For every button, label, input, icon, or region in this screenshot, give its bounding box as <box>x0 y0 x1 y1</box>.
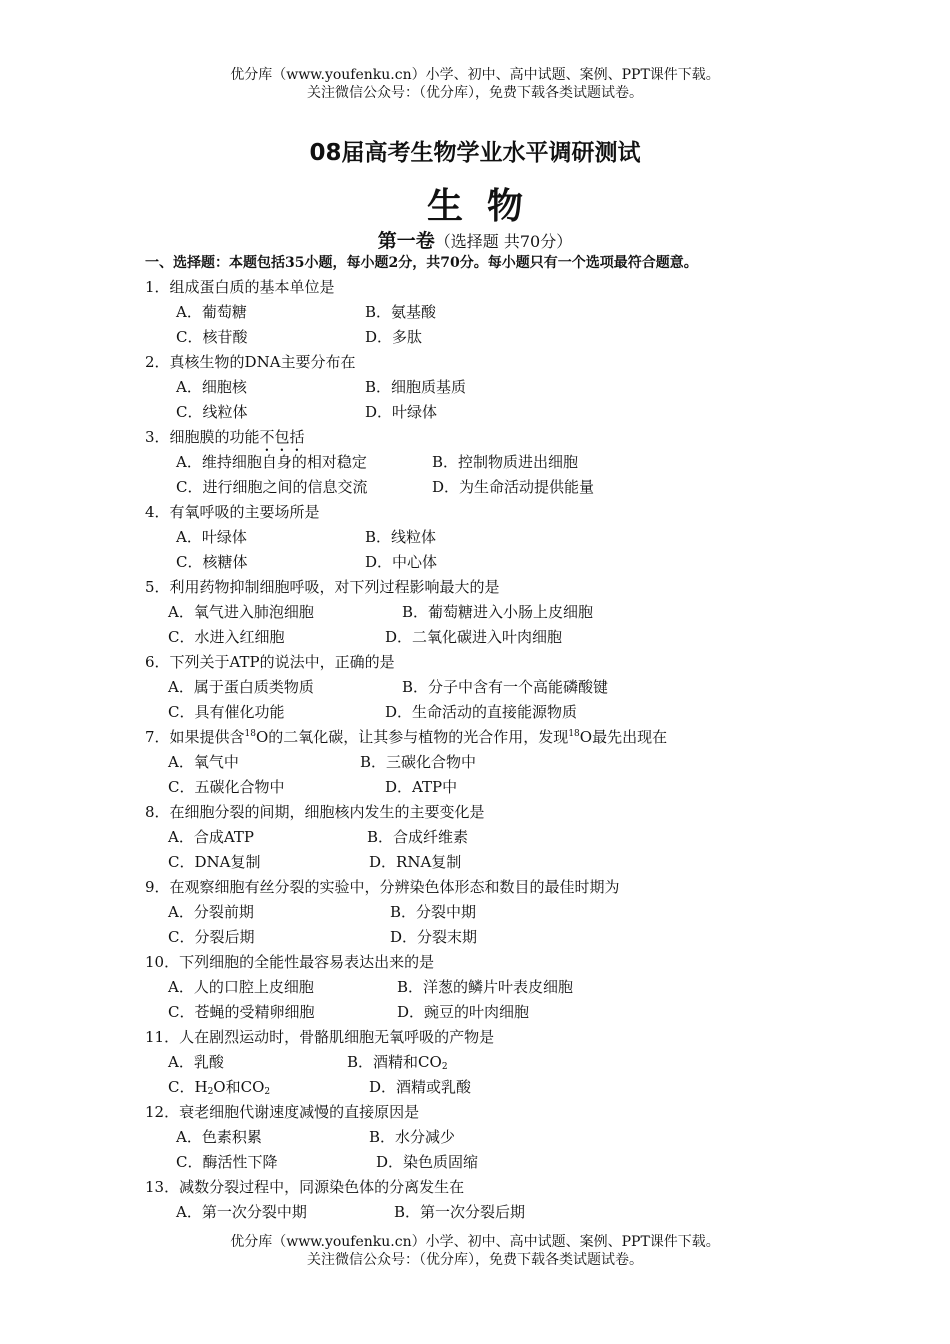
question-7-option-a: A．氧气中 <box>168 753 239 771</box>
question-7-isotope-2: 18 <box>568 729 580 739</box>
question-5-option-a: A．氧气进入肺泡细胞 <box>168 603 314 621</box>
question-7-option-b: B．三碳化合物中 <box>360 753 477 771</box>
question-4-option-a: A．叶绿体 <box>176 528 247 546</box>
question-11-option-b-text: B．酒精和CO <box>347 1053 442 1071</box>
question-1-option-a: A．葡萄糖 <box>176 303 247 321</box>
question-9-option-d: D．分裂末期 <box>390 928 478 946</box>
question-8-option-d: D．RNA复制 <box>369 853 462 871</box>
exam-subject: 生物 <box>426 186 547 227</box>
question-5-option-c: C．水进入红细胞 <box>168 628 285 646</box>
question-2-option-b: B．细胞质基质 <box>365 378 467 396</box>
question-9-option-b: B．分裂中期 <box>390 903 477 921</box>
question-11-option-c-text-2: O和CO <box>213 1078 265 1096</box>
question-9-option-a: A．分裂前期 <box>168 903 254 921</box>
section-instructions: 一、选择题：本题包括35小题，每小题2分，共70分。每小题只有一个选项最符合题意。 <box>145 255 698 271</box>
question-10-option-d: D．豌豆的叶肉细胞 <box>397 1003 530 1021</box>
question-2-option-a: A．细胞核 <box>176 378 247 396</box>
header-line-1: 优分库（www.youfenku.cn）小学、初中、高中试题、案例、PPT课件下载。 <box>230 67 720 83</box>
question-3-option-d: D．为生命活动提供能量 <box>432 478 595 496</box>
part-title: 第一卷 <box>377 230 435 252</box>
question-7-stem-part-2: O的二氧化碳，让其参与植物的光合作用，发现 <box>256 728 569 746</box>
question-10-option-a: A．人的口腔上皮细胞 <box>168 978 314 996</box>
part-heading <box>0 226 950 253</box>
question-13-option-a: A．第一次分裂中期 <box>176 1203 307 1221</box>
question-11-option-c-sub-2: 2 <box>264 1087 271 1097</box>
question-11-option-c-sub-1: 2 <box>207 1087 214 1097</box>
question-4-option-c: C．核糖体 <box>176 553 248 571</box>
question-10-option-b: B．洋葱的鳞片叶表皮细胞 <box>397 978 574 996</box>
question-4-stem: 4．有氧呼吸的主要场所是 <box>145 503 320 521</box>
question-1-stem: 1．组成蛋白质的基本单位是 <box>145 278 335 296</box>
question-3-stem-text: 3．细胞膜的功能 <box>145 428 260 446</box>
question-5-stem: 5．利用药物抑制细胞呼吸，对下列过程影响最大的是 <box>145 578 500 596</box>
question-9-option-c: C．分裂后期 <box>168 928 255 946</box>
question-6-option-c: C．具有催化功能 <box>168 703 285 721</box>
footer-line-2: 关注微信公众号：（优分库），免费下载各类试题试卷。 <box>307 1252 643 1268</box>
question-1-option-d: D．多肽 <box>365 328 423 346</box>
question-13-stem: 13．减数分裂过程中，同源染色体的分离发生在 <box>145 1178 465 1196</box>
question-9-stem: 9．在观察细胞有丝分裂的实验中，分辨染色体形态和数目的最佳时期为 <box>145 878 620 896</box>
question-11-option-c-text-1: C．H <box>168 1078 208 1096</box>
part-note: （选择题 共70分） <box>434 232 573 251</box>
question-11-option-c <box>168 1076 270 1097</box>
question-12-option-c: C．酶活性下降 <box>176 1153 278 1171</box>
question-11-option-b-sub: 2 <box>441 1062 448 1072</box>
question-3-option-b: B．控制物质进出细胞 <box>432 453 579 471</box>
question-7-stem <box>145 726 667 747</box>
question-8-option-b: B．合成纤维素 <box>367 828 469 846</box>
question-7-option-d: D．ATP中 <box>385 778 458 796</box>
exam-title: 08届高考生物学业水平调研测试 <box>309 140 641 166</box>
question-6-stem: 6．下列关于ATP的说法中，正确的是 <box>145 653 395 671</box>
question-8-option-c: C．DNA复制 <box>168 853 261 871</box>
question-5-option-b: B．葡萄糖进入小肠上皮细胞 <box>402 603 594 621</box>
question-11-stem: 11．人在剧烈运动时，骨骼肌细胞无氧呼吸的产物是 <box>145 1028 495 1046</box>
page-header <box>0 66 950 102</box>
question-11-option-b <box>347 1051 448 1072</box>
question-1-option-b: B．氨基酸 <box>365 303 437 321</box>
question-2-option-d: D．叶绿体 <box>365 403 438 421</box>
question-10-option-c: C．苍蝇的受精卵细胞 <box>168 1003 315 1021</box>
question-2-option-c: C．线粒体 <box>176 403 248 421</box>
question-12-option-d: D．染色质固缩 <box>376 1153 479 1171</box>
question-12-stem: 12．衰老细胞代谢速度减慢的直接原因是 <box>145 1103 420 1121</box>
question-1-option-c: C．核苷酸 <box>176 328 248 346</box>
page-footer <box>0 1233 950 1269</box>
question-5-option-d: D．二氧化碳进入叶肉细胞 <box>385 628 563 646</box>
question-7-stem-part-3: O最先出现在 <box>579 728 668 746</box>
question-12-option-b: B．水分减少 <box>369 1128 456 1146</box>
question-7-isotope-1: 18 <box>244 729 256 739</box>
question-3-option-c: C．进行细胞之间的信息交流 <box>176 478 368 496</box>
question-8-option-a: A．合成ATP <box>168 828 254 846</box>
question-11-option-a: A．乳酸 <box>168 1053 224 1071</box>
question-8-stem: 8．在细胞分裂的间期，细胞核内发生的主要变化是 <box>145 803 485 821</box>
question-10-stem: 10．下列细胞的全能性最容易表达出来的是 <box>145 953 435 971</box>
question-4-option-d: D．中心体 <box>365 553 438 571</box>
question-2-stem: 2．真核生物的DNA主要分布在 <box>145 353 356 371</box>
question-7-stem-part-1: 7．如果提供含 <box>145 728 245 746</box>
question-11-option-d: D．酒精或乳酸 <box>369 1078 472 1096</box>
header-line-2: 关注微信公众号：（优分库），免费下载各类试题试卷。 <box>307 85 643 101</box>
question-3-option-a: A．维持细胞自身的相对稳定 <box>176 453 367 471</box>
footer-line-1: 优分库（www.youfenku.cn）小学、初中、高中试题、案例、PPT课件下载。 <box>230 1234 720 1250</box>
question-13-option-b: B．第一次分裂后期 <box>394 1203 526 1221</box>
question-6-option-d: D．生命活动的直接能源物质 <box>385 703 578 721</box>
question-7-option-c: C．五碳化合物中 <box>168 778 285 796</box>
question-6-option-b: B．分子中含有一个高能磷酸键 <box>402 678 609 696</box>
question-6-option-a: A．属于蛋白质类物质 <box>168 678 314 696</box>
question-4-option-b: B．线粒体 <box>365 528 437 546</box>
question-12-option-a: A．色素积累 <box>176 1128 262 1146</box>
question-3-emphasis: 不包括 <box>259 428 305 446</box>
